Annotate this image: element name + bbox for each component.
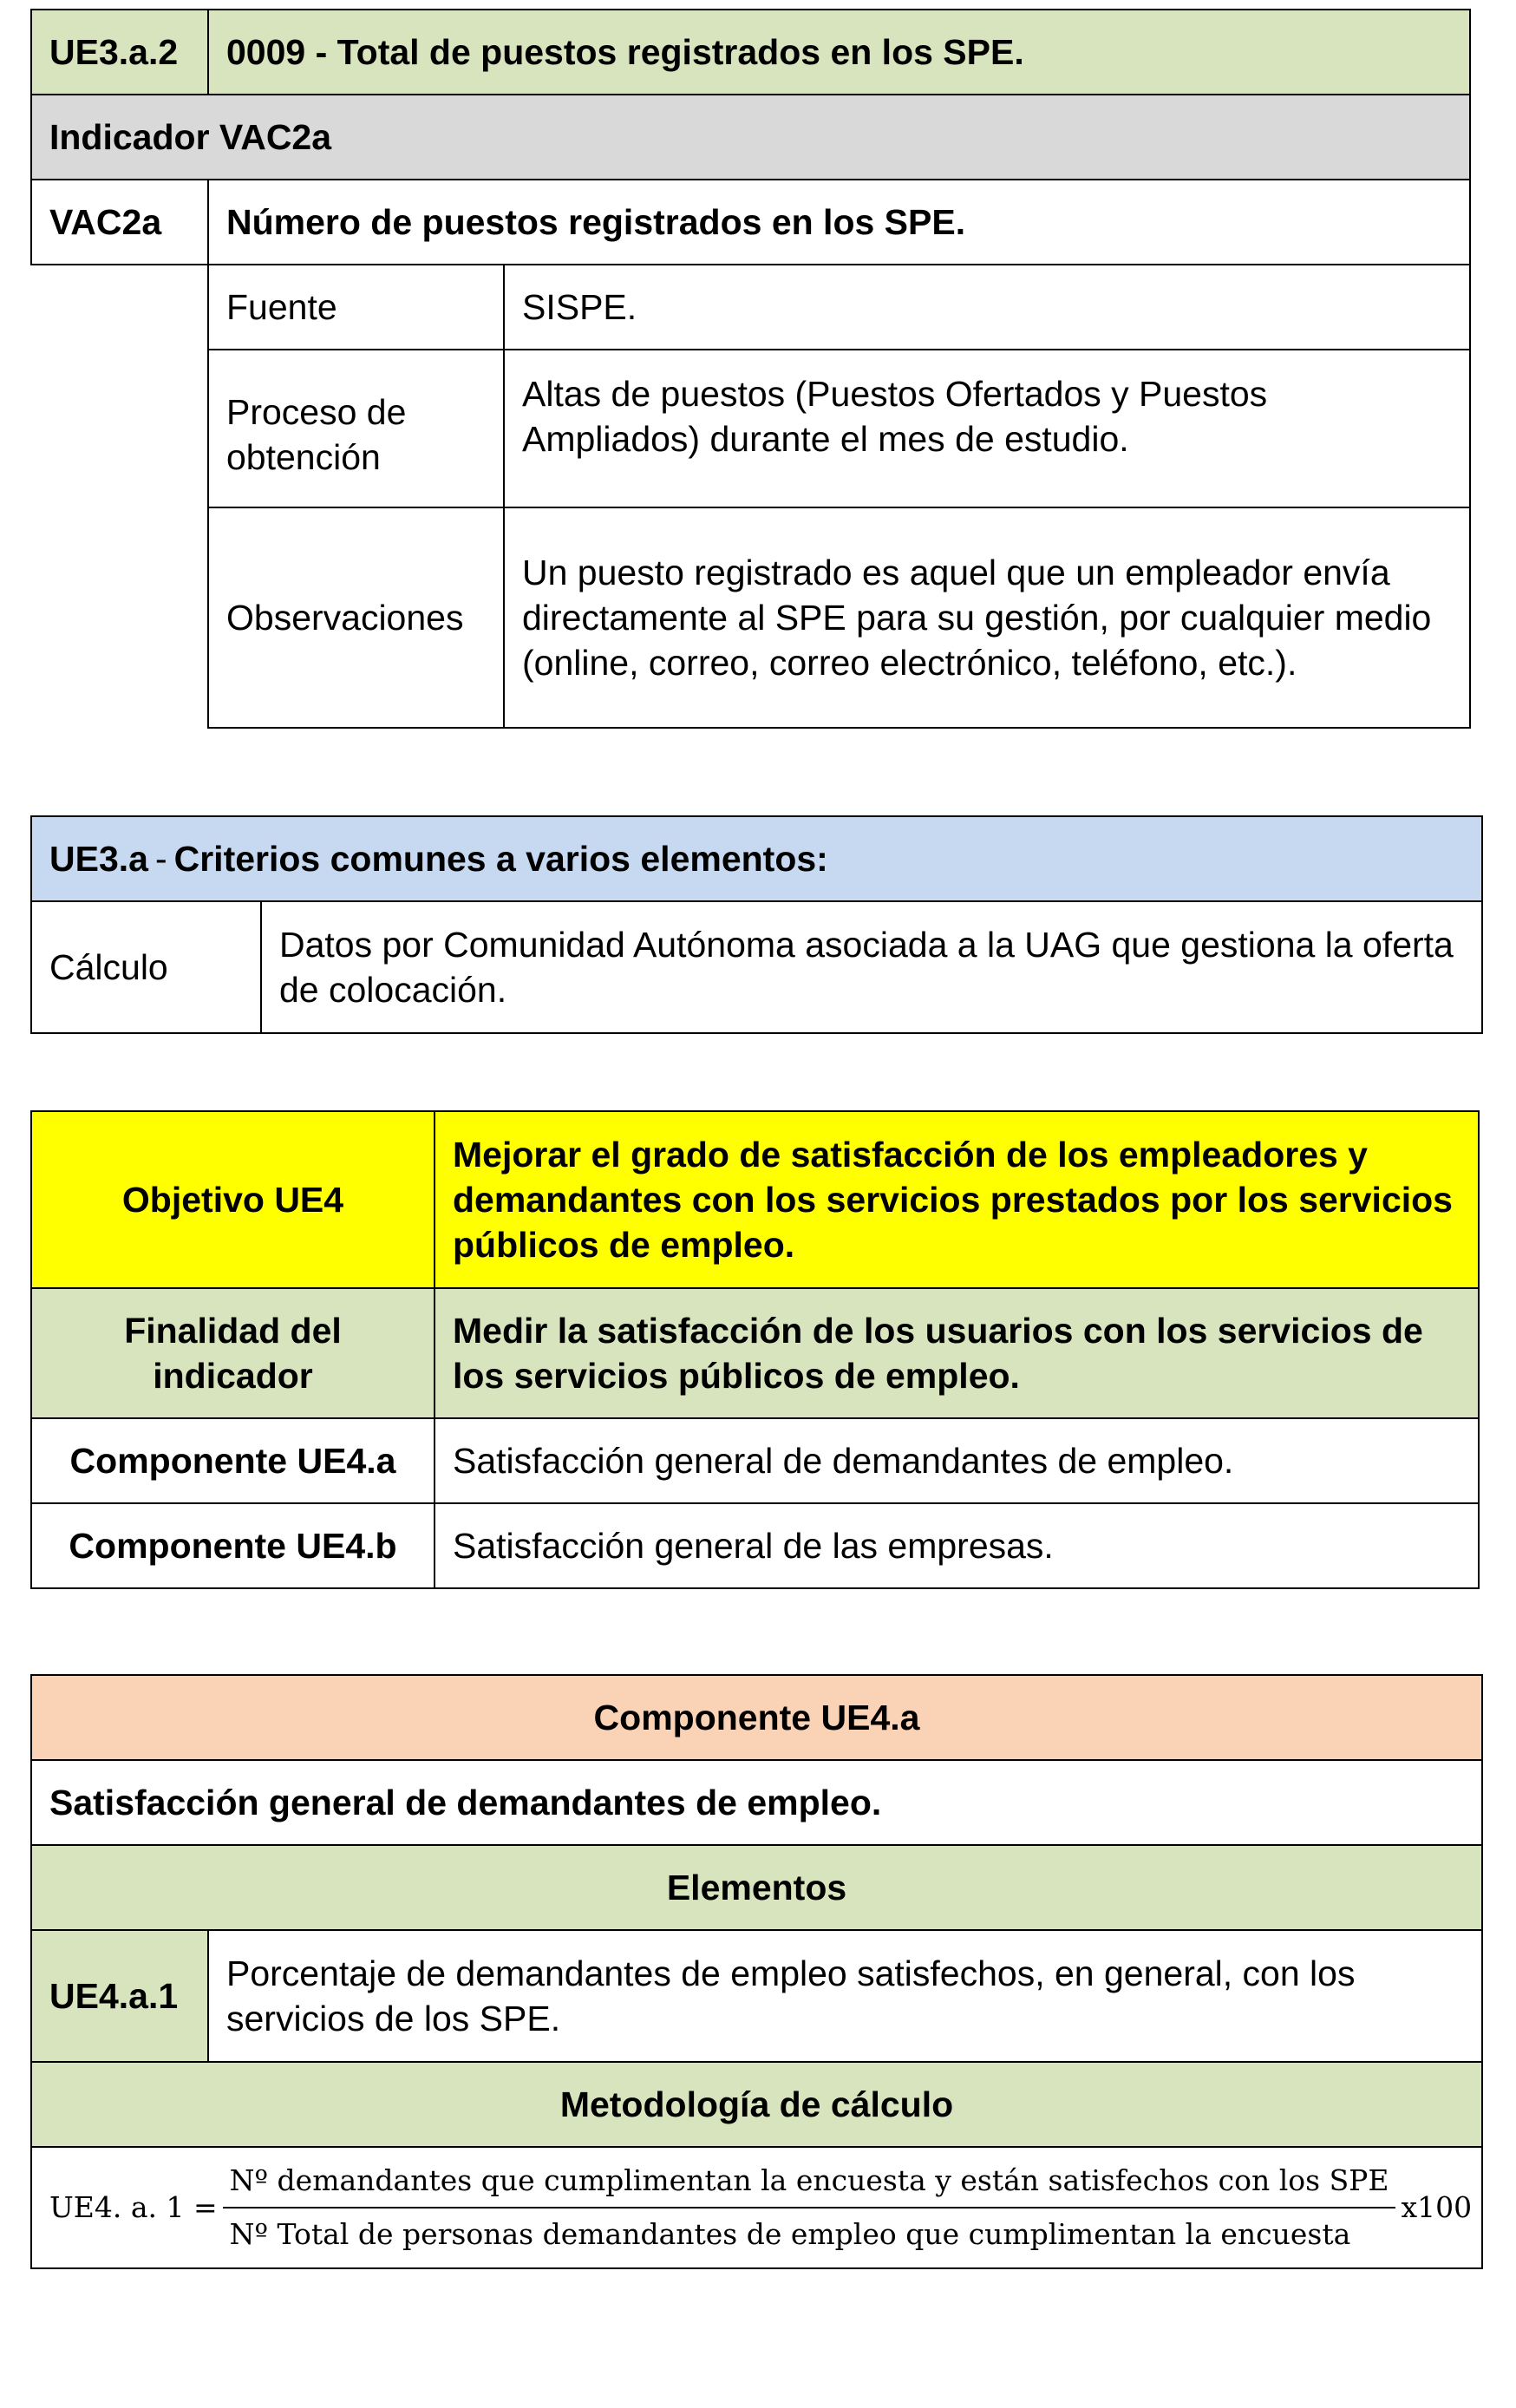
table3-objective-label: Objetivo UE4 [30,1110,435,1289]
formula-fraction [223,2158,1396,2257]
table3-objective-value: Mejorar el grado de satisfacción de los empleadores y demandantes con los servicios prestados por los servicios públicos de empleo. [434,1110,1480,1289]
formula-numerator: Nº demandantes que cumplimentan la encuesta y están satisfechos con los SPE [223,2158,1396,2208]
table1-row-label-text: Proceso de obtención [226,392,407,477]
table1-row-value [503,349,1471,508]
table4-element-code: UE4.a.1 [30,1929,209,2063]
table1-indicator-desc: Número de puestos registrados en los SPE. [207,179,1471,265]
table4-elements-label: Elementos [30,1844,1483,1931]
table2-header-text: Criterios comunes a varios elementos: [173,839,828,879]
table2-code: UE3.a [49,839,148,879]
table2-value: Datos por Comunidad Autónoma asociada a la UAG que gestiona la oferta de colocación. [260,900,1483,1034]
table3-purpose-label: Finalidad del indicador [30,1287,435,1419]
table1-row-label: Observaciones [207,507,505,729]
table3-component-b-value: Satisfacción general de las empresas. [434,1502,1480,1589]
table3-purpose-value: Medir la satisfacción de los usuarios con los servicios de los servicios públicos de empleo. [434,1287,1480,1419]
formula-cell [30,2146,1483,2269]
formula-denominator: Nº Total de personas demandantes de empleo que cumplimentan la encuesta [229,2217,1351,2251]
table2-label: Cálculo [30,900,262,1034]
table2-header [30,815,1483,902]
table3-component-a-value: Satisfacción general de demandantes de empleo. [434,1417,1480,1504]
table1-indicator-label: Indicador VAC2a [30,94,1471,180]
formula-multiplier: x100 [1401,2190,1473,2224]
table4-header: Componente UE4.a [30,1674,1483,1761]
table1-code: UE3.a.2 [30,9,209,95]
table1-row-label: Fuente [207,264,505,350]
table1-indicator-code: VAC2a [30,179,209,265]
formula-lhs: UE4. a. 1 = [49,2190,218,2224]
table2-separator: - [154,839,167,879]
table3-component-a-label: Componente UE4.a [30,1417,435,1504]
table1-title: 0009 - Total de puestos registrados en los SPE. [207,9,1471,95]
table1-row-value: Un puesto registrado es aquel que un empleador envía directamente al SPE para su gestión, por cualquier medio (online, correo, correo electrónico, teléfono, etc.). [503,507,1471,729]
table3-component-b-label: Componente UE4.b [30,1502,435,1589]
table1-row-value-text: Altas de puestos (Puestos Ofertados y Puestos Ampliados) durante el mes de estudio. [522,374,1268,459]
table4-element-desc: Porcentaje de demandantes de empleo satisfechos, en general, con los servicios de los SPE. [207,1929,1483,2063]
table4-subtitle: Satisfacción general de demandantes de empleo. [30,1759,1483,1846]
table1-row-label [207,349,505,508]
table4-methodology-label: Metodología de cálculo [30,2061,1483,2148]
table1-row-value: SISPE. [503,264,1471,350]
